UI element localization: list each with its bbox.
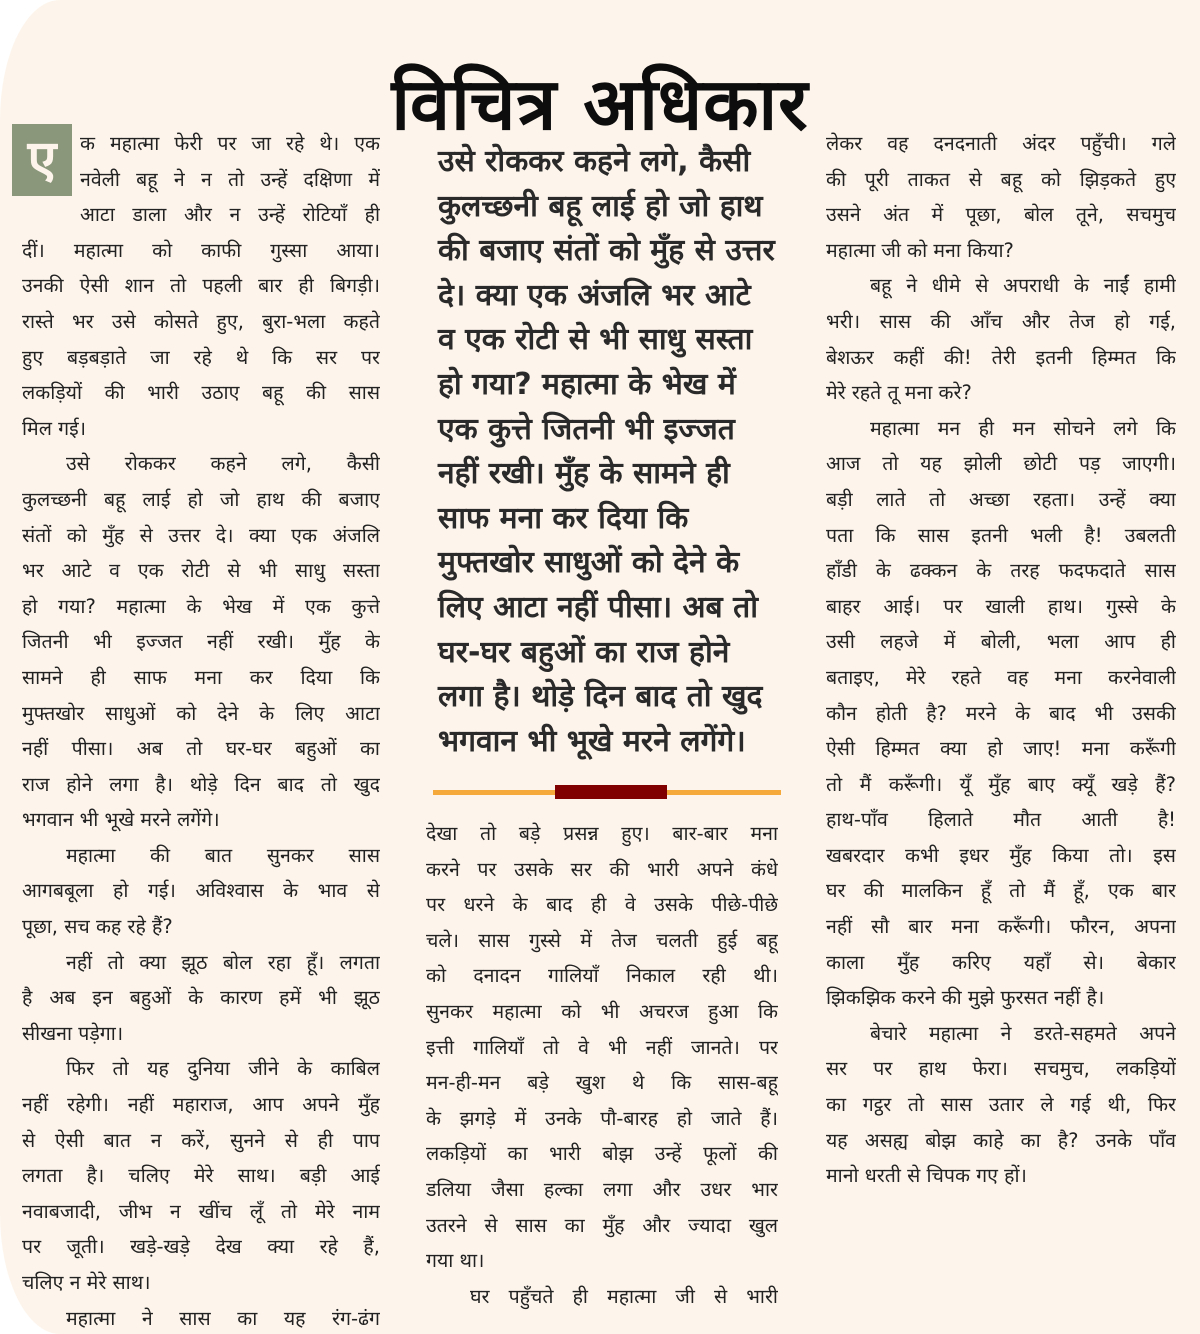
- text-line: लगता है। चलिए मेरे साथ। बड़ी आई: [22, 1164, 380, 1188]
- pull-quote-line: मुफ्तखोर साधुओं को देने के: [438, 545, 740, 581]
- pull-quote-line: दे। क्या एक अंजलि भर आटे: [438, 277, 751, 313]
- text-line: महात्मा ने सास का यह रंग-ढंग: [66, 1306, 380, 1330]
- text-line: मुफ्तखोर साधुओं को देने के लिए आटा: [22, 701, 380, 725]
- pull-quote-line: की बजाए संतों को मुँह से उत्तर: [438, 233, 775, 269]
- text-line: पूछा, सच कह रहे हैं?: [22, 915, 173, 939]
- text-line: करने पर उसके सर की भारी अपने कंधे: [426, 857, 778, 881]
- text-line: क महात्मा फेरी पर जा रहे थे। एक: [80, 132, 380, 155]
- text-line: उतरने से सास का मुँह और ज्यादा खुल: [426, 1213, 778, 1237]
- text-line: भरी। सास की आँच और तेज हो गई,: [826, 309, 1176, 333]
- divider-accent-bar: [555, 785, 667, 799]
- text-line: बेशऊर कहीं की! तेरी इतनी हिम्मत कि: [826, 345, 1176, 369]
- pull-quote-line: एक कुत्ते जितनी भी इज्जत: [438, 411, 735, 447]
- text-line: भगवान भी भूखे मरने लगेंगे।: [22, 808, 220, 832]
- text-line: भर आटे व एक रोटी से भी साधु सस्ता: [22, 559, 380, 583]
- text-line: आटा डाला और न उन्हें रोटियाँ ही: [80, 203, 380, 227]
- column-left: [22, 126, 380, 1334]
- text-line: पर जूती। खड़े-खड़े देख क्या रहे हैं,: [22, 1235, 380, 1259]
- text-line: को दनादन गालियाँ निकाल रही थी।: [426, 964, 778, 988]
- text-line: महात्मा की बात सुनकर सास: [66, 843, 380, 867]
- column-middle: [426, 816, 778, 1314]
- text-line: नहीं सौ बार मना करूँगी। फौरन, अपना: [826, 915, 1176, 939]
- text-line: पता कि सास इतनी भली है! उबलती: [826, 523, 1176, 547]
- text-line: हाँडी के ढक्कन के तरह फदफदाते सास: [826, 559, 1176, 583]
- text-line: का गट्ठर तो सास उतार ले गई थी, फिर: [826, 1093, 1176, 1117]
- text-line: राज होने लगा है। थोड़े दिन बाद तो खुद: [22, 772, 380, 796]
- text-line: मानो धरती से चिपक गए हों।: [826, 1164, 1027, 1188]
- pull-quote-line: लगा है। थोड़े दिन बाद तो खुद: [438, 679, 763, 715]
- text-line: दीं। महात्मा को काफी गुस्सा आया।: [22, 238, 380, 262]
- text-line: आगबबूला हो गई। अविश्वास के भाव से: [22, 879, 380, 903]
- text-line: की पूरी ताकत से बहू को झिड़कते हुए: [826, 167, 1176, 191]
- text-line: काला मुँह करिए यहाँ से। बेकार: [826, 950, 1176, 974]
- text-line: कौन होती है? मरने के बाद भी उसकी: [826, 701, 1176, 725]
- article-title: विचित्र अधिकार: [391, 62, 809, 147]
- text-line: मेरे रहते तू मना करे?: [826, 381, 972, 405]
- text-line: घर की मालकिन हूँ तो मैं हूँ, एक बार: [826, 879, 1176, 903]
- drop-cap: ए: [12, 124, 72, 196]
- text-line: नहीं पीसा। अब तो घर-घर बहुओं का: [22, 737, 380, 761]
- text-line: उसने अंत में पूछा, बोल तूने, सचमुच: [826, 203, 1176, 227]
- pull-quote-line: कुलच्छनी बहू लाई हो जो हाथ: [438, 188, 763, 224]
- text-line: रास्ते भर उसे कोसते हुए, बुरा-भला कहते: [22, 309, 380, 333]
- text-line: खबरदार कभी इधर मुँह किया तो। इस: [826, 843, 1176, 867]
- text-line: उसी लहजे में बोली, भला आप ही: [826, 630, 1176, 654]
- text-line: देखा तो बड़े प्रसन्न हुए। बार-बार मना: [426, 822, 778, 845]
- text-line: सर पर हाथ फेरा। सचमुच, लकड़ियों: [826, 1057, 1176, 1081]
- text-line: घर पहुँचते ही महात्मा जी से भारी: [470, 1284, 778, 1308]
- text-line: नहीं रहेगी। नहीं महाराज, आप अपने मुँह: [22, 1093, 380, 1117]
- text-line: मिल गई।: [22, 416, 87, 440]
- text-line: हाथ-पाँव हिलाते मौत आती है!: [826, 808, 1176, 832]
- text-line: महात्मा जी को मना किया?: [826, 238, 1014, 262]
- text-line: सामने ही साफ मना कर दिया कि: [22, 665, 380, 689]
- text-line: डलिया जैसा हल्का लगा और उधर भार: [426, 1177, 778, 1201]
- text-line: चलिए न मेरे साथ।: [22, 1271, 151, 1294]
- text-line: तो मैं करूँगी। यूँ मुँह बाए क्यूँ खड़े हैं?: [826, 772, 1176, 796]
- text-line: नहीं तो क्या झूठ बोल रहा हूँ। लगता: [66, 950, 380, 974]
- text-line: उसे रोककर कहने लगे, कैसी: [66, 452, 380, 476]
- text-line: जितनी भी इज्जत नहीं रखी। मुँह के: [22, 630, 380, 654]
- text-line: से ऐसी बात न करें, सुनने से ही पाप: [22, 1128, 380, 1152]
- text-line: फिर तो यह दुनिया जीने के काबिल: [66, 1057, 380, 1081]
- text-line: लकड़ियों का भारी बोझ उन्हें फूलों की: [426, 1142, 778, 1166]
- text-line: यह असह्य बोझ काहे का है? उनके पाँव: [826, 1128, 1176, 1152]
- text-line: हो गया? महात्मा के भेख में एक कुत्ते: [22, 594, 380, 618]
- text-line: के झगड़े में उनके पौ-बारह हो जाते हैं।: [426, 1106, 778, 1130]
- text-line: इत्ती गालियाँ तो वे भी नहीं जानते। पर: [426, 1035, 778, 1059]
- text-line: सुनकर महात्मा को भी अचरज हुआ कि: [426, 999, 778, 1023]
- text-line: झिकझिक करने की मुझे फुरसत नहीं है।: [826, 986, 1105, 1010]
- text-line: पर धरने के बाद ही वे उसके पीछे-पीछे: [426, 893, 778, 917]
- text-line: ऐसी हिम्मत क्या हो जाए! मना करूँगी: [826, 737, 1176, 761]
- text-line: हुए बड़बड़ाते जा रहे थे कि सर पर: [22, 345, 380, 369]
- pull-quote-line: नहीं रखी। मुँह के सामने ही: [438, 456, 730, 492]
- pull-quote-line: लिए आटा नहीं पीसा। अब तो: [438, 589, 758, 625]
- text-line: गया था।: [426, 1249, 485, 1273]
- text-line: बहू ने धीमे से अपराधी के नाईं हामी: [870, 274, 1176, 298]
- text-line: लकड़ियों की भारी उठाए बहू की सास: [22, 381, 380, 405]
- text-line: मन-ही-मन बड़े खुश थे कि सास-बहू: [426, 1071, 778, 1095]
- text-line: बताइए, मेरे रहते वह मना करनेवाली: [826, 665, 1176, 689]
- text-line: महात्मा मन ही मन सोचने लगे कि: [870, 416, 1176, 440]
- pull-quote-line: भगवान भी भूखे मरने लगेंगे।: [438, 723, 746, 759]
- text-line: उनकी ऐसी शान तो पहली बार ही बिगड़ी।: [22, 274, 380, 298]
- text-line: लेकर वह दनदनाती अंदर पहुँची। गले: [826, 132, 1176, 155]
- text-line: नवाबजादी, जीभ न खींच लूँ तो मेरे नाम: [22, 1199, 380, 1223]
- text-line: सीखना पड़ेगा।: [22, 1021, 124, 1045]
- text-line: बेचारे महात्मा ने डरते-सहमते अपने: [870, 1021, 1176, 1045]
- text-line: बड़ी लाते तो अच्छा रहता। उन्हें क्या: [826, 487, 1176, 511]
- pull-quote-line: घर-घर बहुओं का राज होने: [438, 634, 730, 670]
- pull-quote-line: हो गया? महात्मा के भेख में: [438, 366, 736, 402]
- text-line: कुलच्छनी बहू लाई हो जो हाथ की बजाए: [22, 487, 380, 511]
- text-line: है अब इन बहुओं के कारण हमें भी झूठ: [22, 986, 380, 1010]
- text-line: बाहर आई। पर खाली हाथ। गुस्से के: [826, 594, 1176, 618]
- pull-quote: [438, 140, 778, 764]
- column-right: [826, 126, 1176, 1194]
- text-line: नवेली बहू ने न तो उन्हें दक्षिणा में: [80, 167, 380, 191]
- text-line: आज तो यह झोली छोटी पड़ जाएगी।: [826, 452, 1176, 476]
- pull-quote-line: साफ मना कर दिया कि: [438, 500, 689, 536]
- section-divider: [433, 785, 781, 799]
- pull-quote-line: व एक रोटी से भी साधु सस्ता: [438, 322, 753, 358]
- pull-quote-line: उसे रोककर कहने लगे, कैसी: [438, 144, 751, 179]
- text-line: चले। सास गुस्से में तेज चलती हुई बहू: [426, 928, 778, 952]
- text-line: संतों को मुँह से उत्तर दे। क्या एक अंजलि: [22, 523, 380, 547]
